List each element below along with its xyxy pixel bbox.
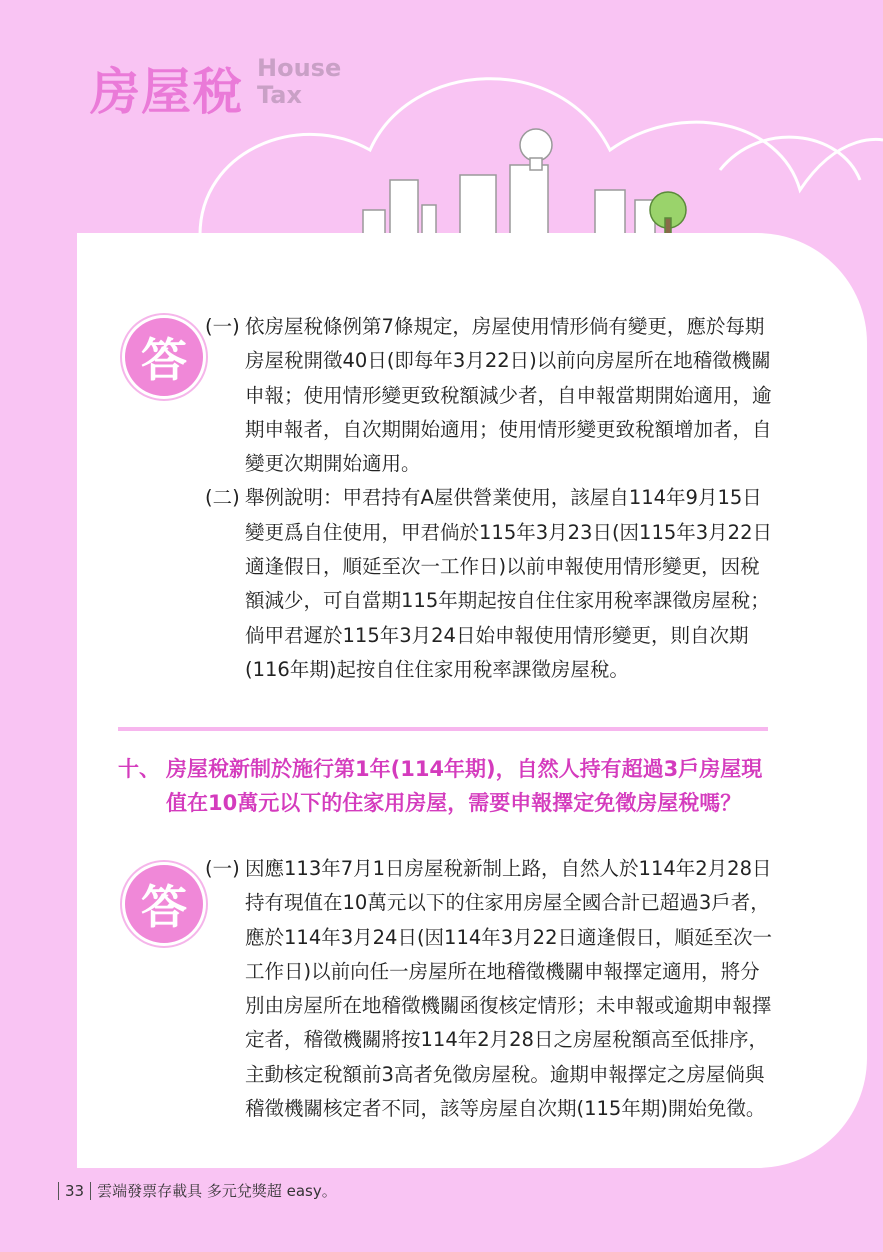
answer-1-item-1: (一) 依房屋稅條例第7條規定，房屋使用情形倘有變更，應於每期房屋稅開徵40日(即每年3月22日)以前向房屋所在地稽徵機關申報；使用情形變更致稅額減少者，自申報當期開始適用，逾期申報者，自次期開始適用；使用情形變更致稅額增加者，自變更次期開始適用。 (205, 315, 772, 476)
answer-1 (205, 310, 775, 687)
section-divider (118, 727, 768, 731)
city-skyline-illustration (160, 40, 883, 260)
footer-divider (90, 1182, 91, 1200)
page-footer (58, 1180, 337, 1201)
page-number: 33 (65, 1181, 85, 1200)
page-title: 房屋稅 (90, 63, 243, 121)
answer-2-item-1: (一) 因應113年7月1日房屋稅新制上路，自然人於114年2月28日持有現值在10萬元以下的住家用房屋全國合計已超過3戶者，應於114年3月24日(因114年3月22日適逢假日，順延至次一工作日)以前向任一房屋所在地稽徵機關申報擇定適用，將分別由房屋所在地稽徵機關函復核定情形；未申報或逾期申報擇定者，稽徵機關將按114年2月28日之房屋稅額高至低排序，主動核定稅額前3高者免徵房屋稅。逾期申報擇定之房屋倘與稽徵機關核定者不同，該等房屋自次期(115年期)開始免徵。 (205, 857, 772, 1121)
page-title-english: House Tax (257, 54, 342, 109)
answer-badge-2: 答 (122, 862, 206, 946)
answer-badge-1: 答 (122, 315, 206, 399)
question-10: 十、 房屋稅新制於施行第1年(114年期)，自然人持有超過3戶房屋現值在10萬元以下的住家用房屋，需要申報擇定免徵房屋稅嗎？ (118, 757, 763, 815)
answer-2 (205, 852, 775, 1126)
footer-text: 雲端發票存載具 多元兌獎超 easy。 (97, 1182, 337, 1200)
footer-divider (58, 1182, 59, 1200)
answer-1-item-2: (二) 舉例說明：甲君持有A屋供營業使用，該屋自114年9月15日變更爲自住使用，甲君倘於115年3月23日(因115年3月22日適逢假日，順延至次一工作日)以前申報使用情形變更，因稅額減少，可自當期115年期起按自住住家用稅率課徵房屋稅；倘甲君遲於115年3月24日始申報使用情形變更，則自次期(116年期)起按自住住家用稅率課徵房屋稅。 (205, 486, 772, 681)
